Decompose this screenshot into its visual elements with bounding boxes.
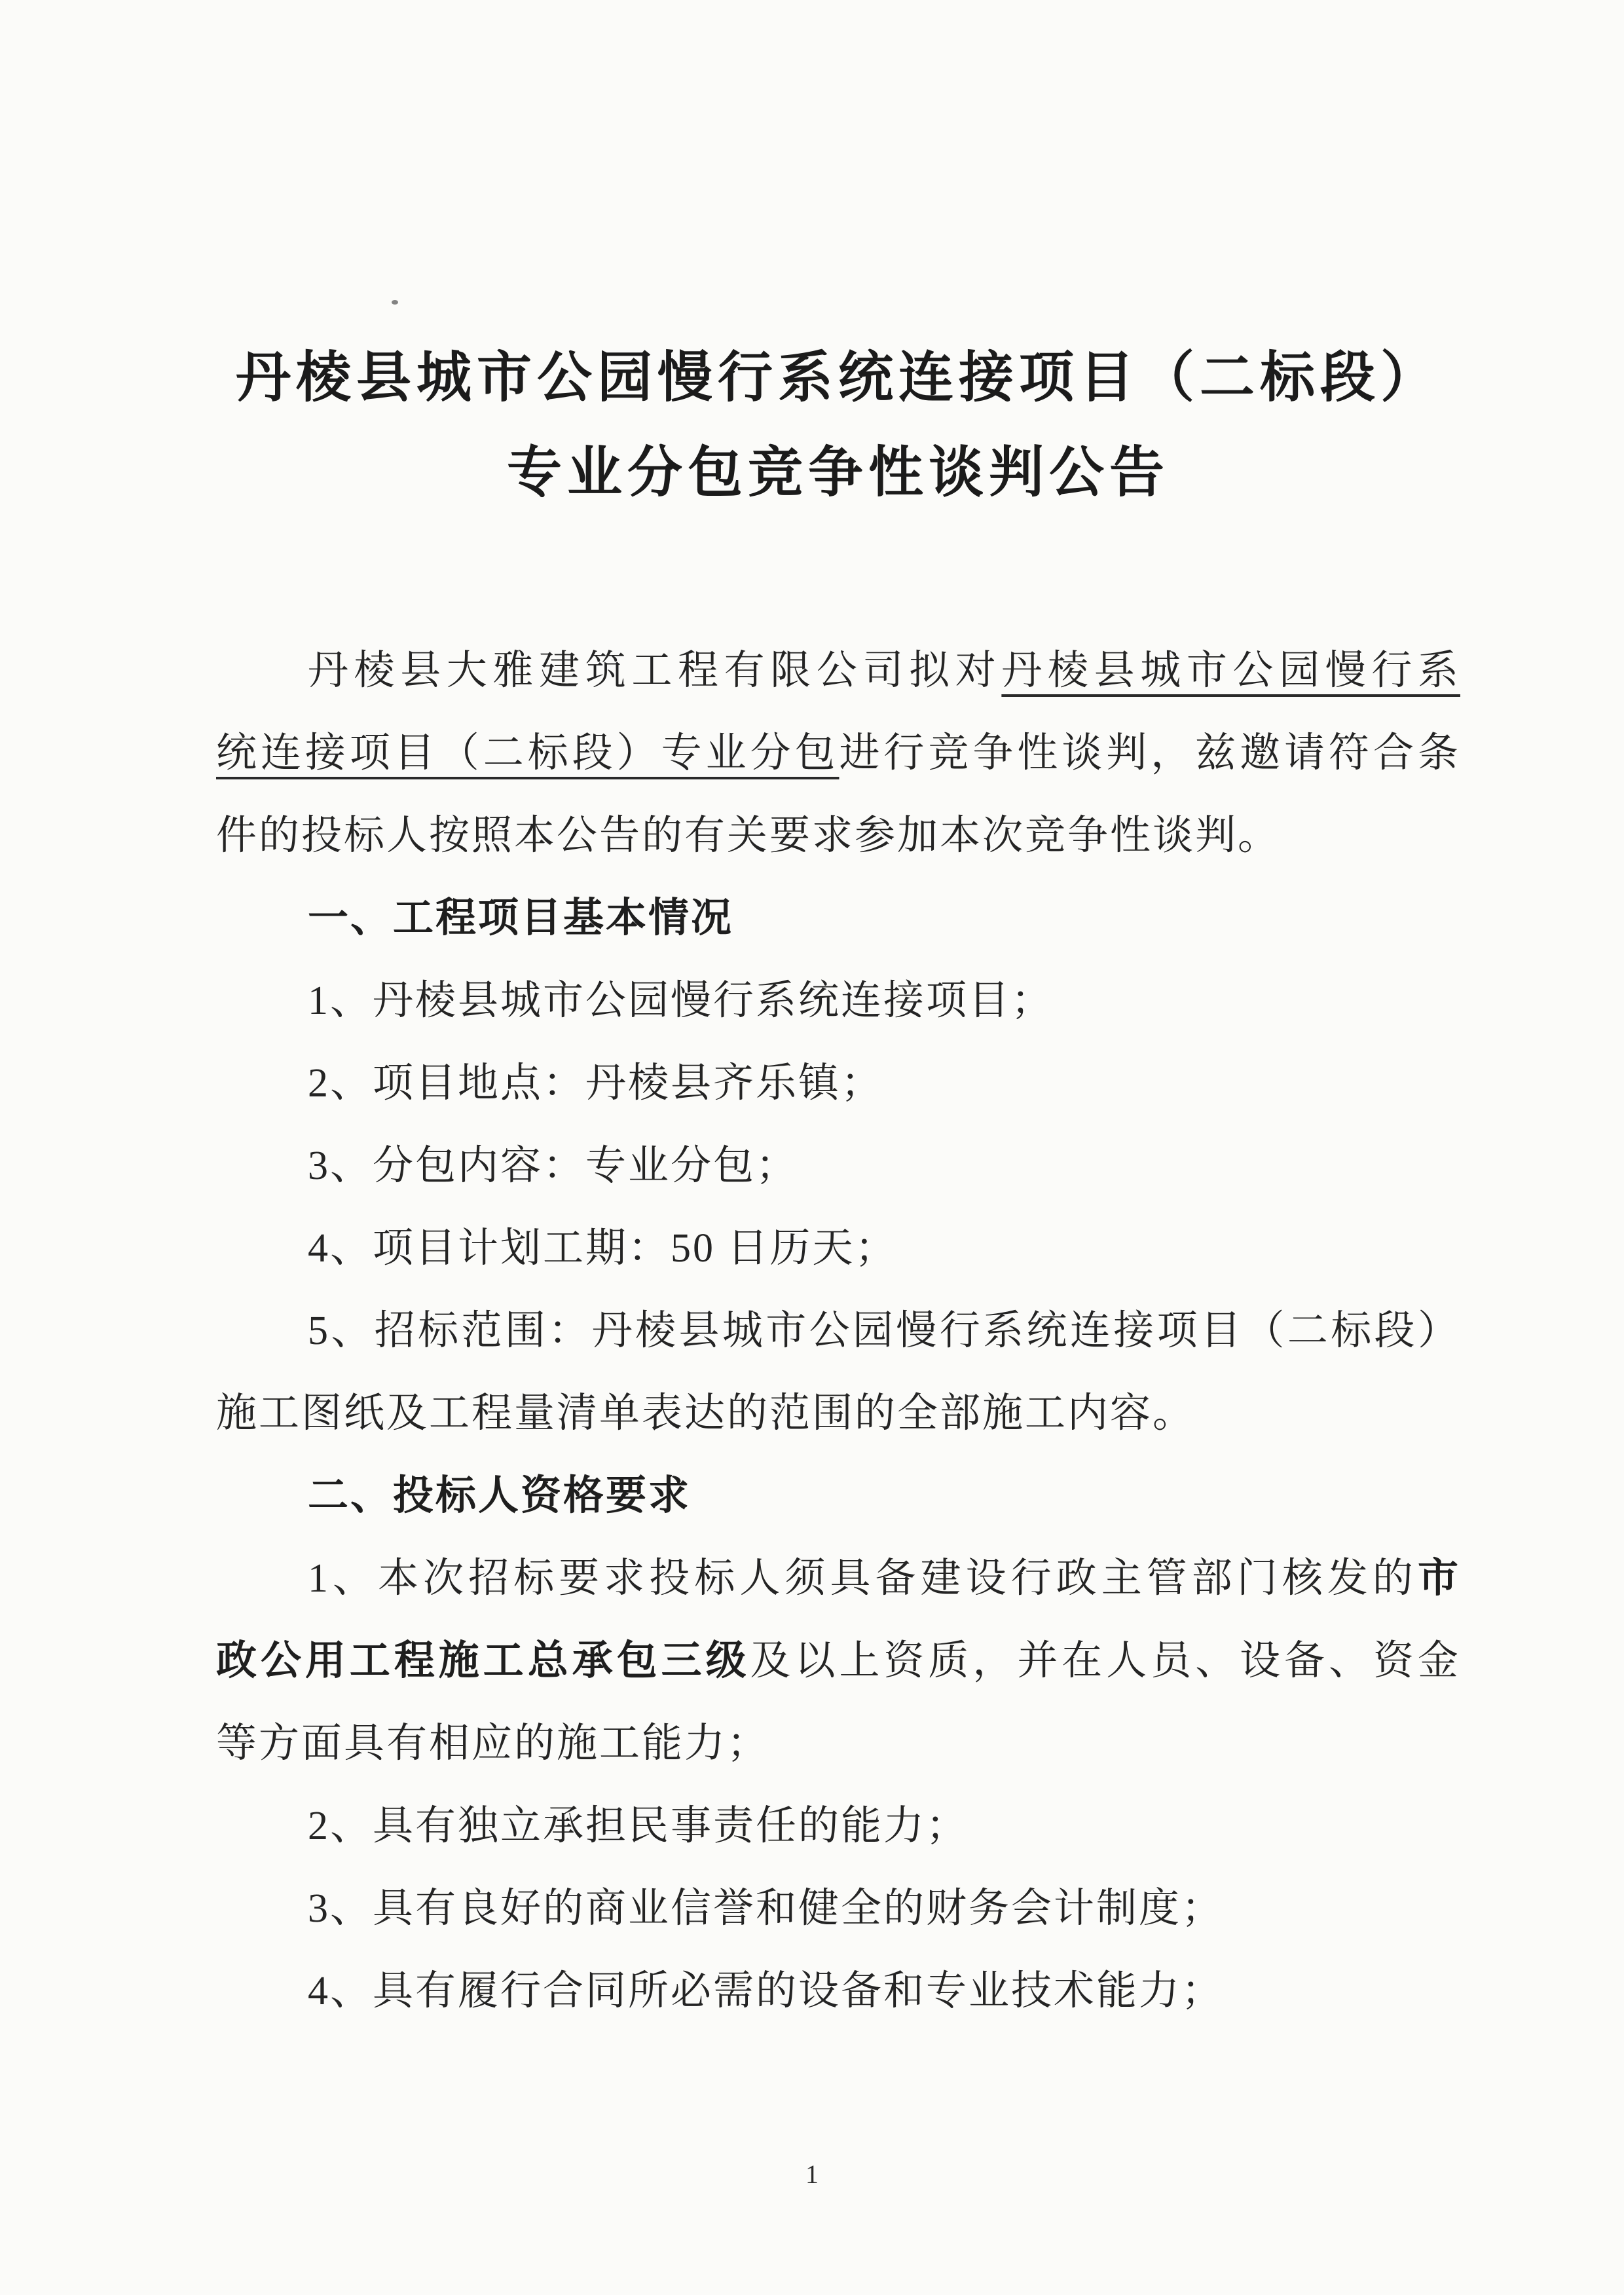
section1-item-5-line-2: 施工图纸及工程量清单表达的范围的全部施工内容。	[216, 1391, 1196, 1436]
intro-line-2-underlined-text: 统连接项目（二标段）专业分包	[216, 731, 840, 775]
page-footer	[0, 2159, 1624, 2190]
section2-item-4: 4、具有履行合同所必需的设备和专业技术能力；	[308, 1969, 1225, 2013]
section1-item-5-line-1: 5、招标范围：丹棱县城市公园慢行系统连接项目（二标段）	[308, 1309, 1460, 1353]
intro-line-2-text: 进行竞争性谈判，兹邀请符合条	[839, 731, 1460, 775]
section2-item-1-line-1	[216, 1537, 1460, 1620]
intro-line-2	[216, 712, 1460, 794]
section2-item-3: 3、具有良好的商业信誉和健全的财务会计制度；	[308, 1886, 1225, 1931]
section2-item-1-line-1-bold-text: 市	[1417, 1556, 1460, 1601]
section1-item-2: 2、项目地点：丹棱县齐乐镇；	[308, 1061, 884, 1106]
title-line-2: 专业分包竞争性谈判公告	[506, 443, 1170, 504]
section2-item-1-line-2-text: 及以上资质，并在人员、设备、资金	[750, 1639, 1460, 1683]
page-number: 1	[805, 2159, 819, 2189]
intro-line-1-underlined-text: 丹棱县城市公园慢行系	[1001, 648, 1460, 693]
section1-item-4: 4、项目计划工期：50 日历天；	[308, 1226, 898, 1271]
section2-item-1-line-1-text: 1、本次招标要求投标人须具备建设行政主管部门核发的	[308, 1556, 1418, 1601]
section1-item-1: 1、丹棱县城市公园慢行系统连接项目；	[308, 979, 1054, 1023]
section1-heading: 一、工程项目基本情况	[308, 896, 734, 941]
section2-item-1-line-2-bold-text: 政公用工程施工总承包三级	[216, 1639, 750, 1683]
section2-item-1-line-2	[216, 1620, 1460, 1702]
intro-line-1-text: 丹棱县大雅建筑工程有限公司拟对	[308, 648, 1002, 693]
section1-item-3: 3、分包内容：专业分包；	[308, 1144, 799, 1188]
title-line-1: 丹棱县城市公园慢行系统连接项目（二标段）	[235, 348, 1441, 409]
document-body	[216, 629, 1460, 2032]
section2-heading: 二、投标人资格要求	[308, 1474, 692, 1518]
intro-line-1	[216, 629, 1460, 712]
section2-item-1-line-3: 等方面具有相应的施工能力；	[216, 1721, 770, 1766]
section2-item-2: 2、具有独立承担民事责任的能力；	[308, 1804, 969, 1848]
document-title	[216, 331, 1460, 521]
intro-line-3: 件的投标人按照本公告的有关要求参加本次竞争性谈判。	[216, 813, 1281, 858]
scan-speck-artifact	[392, 300, 398, 305]
